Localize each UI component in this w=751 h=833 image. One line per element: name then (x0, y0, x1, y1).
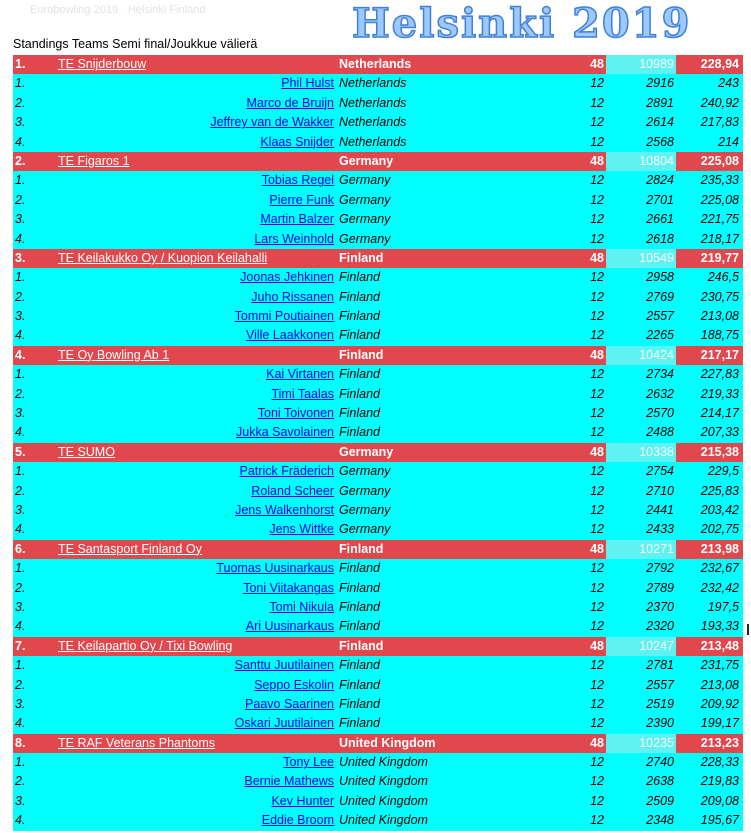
player-pins: 2734 (646, 367, 674, 382)
player-pins: 2824 (646, 173, 674, 188)
player-average: 209,08 (700, 793, 739, 808)
event-logo: Helsinki 2019 (352, 0, 692, 47)
player-name-link[interactable]: Jens Walkenhorst (235, 502, 334, 517)
player-row (13, 676, 743, 695)
team-row (13, 443, 743, 462)
player-average: 232,42 (700, 580, 739, 595)
player-games: 12 (590, 328, 604, 343)
player-average: 240,92 (700, 95, 739, 110)
team-rank: 6. (15, 541, 26, 556)
player-average: 213,08 (700, 677, 739, 692)
player-rank: 1. (15, 367, 26, 382)
player-average: 225,83 (700, 483, 739, 498)
player-name-link[interactable]: Lars Weinhold (254, 231, 334, 246)
team-row (13, 152, 743, 171)
player-games: 12 (590, 813, 604, 828)
player-name-link[interactable]: Seppo Eskolin (254, 677, 334, 692)
player-rank: 1. (15, 76, 26, 91)
player-pins: 2348 (646, 813, 674, 828)
player-average: 231,75 (700, 658, 739, 673)
player-average: 197,5 (707, 599, 739, 614)
player-name-link[interactable]: Tommi Poutiainen (234, 309, 334, 324)
player-country: Finland (339, 716, 380, 731)
player-average: 209,92 (700, 696, 739, 711)
team-pins: 10424 (639, 347, 674, 362)
player-country: Finland (339, 328, 380, 343)
player-row (13, 695, 743, 714)
player-country: Netherlands (339, 134, 407, 149)
team-games: 48 (590, 638, 604, 653)
player-name-link[interactable]: Jukka Savolainen (236, 425, 334, 440)
player-name-link[interactable]: Eddie Broom (261, 813, 334, 828)
player-row (13, 210, 743, 229)
player-games: 12 (590, 599, 604, 614)
scroll-edge-marker (747, 624, 749, 635)
player-pins: 2740 (646, 755, 674, 770)
page-title: Standings Teams Semi final/Joukkue välierä (13, 37, 258, 51)
team-games: 48 (590, 153, 604, 168)
team-games: 48 (590, 444, 604, 459)
player-row (13, 501, 743, 520)
player-country: Finland (339, 289, 380, 304)
player-average: 225,08 (700, 192, 739, 207)
player-pins: 2519 (646, 696, 674, 711)
player-average: 218,17 (700, 231, 739, 246)
player-row (13, 113, 743, 132)
team-country: Finland (339, 250, 384, 265)
team-country: Finland (339, 638, 384, 653)
player-name-link[interactable]: Tobias Regel (261, 173, 334, 188)
player-rank: 1. (15, 755, 26, 770)
player-country: Finland (339, 658, 380, 673)
player-games: 12 (590, 755, 604, 770)
team-games: 48 (590, 541, 604, 556)
player-row (13, 559, 743, 578)
player-games: 12 (590, 231, 604, 246)
player-name-link[interactable]: Tony Lee (283, 755, 334, 770)
player-pins: 2433 (646, 522, 674, 537)
player-row (13, 74, 743, 93)
player-rank: 1. (15, 173, 26, 188)
player-average: 230,75 (700, 289, 739, 304)
player-name-link[interactable]: Pierre Funk (269, 192, 334, 207)
player-rank: 3. (15, 115, 26, 130)
player-country: Netherlands (339, 76, 407, 91)
player-games: 12 (590, 502, 604, 517)
player-row (13, 772, 743, 791)
player-row (13, 326, 743, 345)
player-rank: 2. (15, 192, 26, 207)
player-row (13, 191, 743, 210)
player-average: 203,42 (700, 502, 739, 517)
player-games: 12 (590, 76, 604, 91)
player-games: 12 (590, 793, 604, 808)
player-country: Finland (339, 677, 380, 692)
player-average: 193,33 (700, 619, 739, 634)
player-row (13, 811, 743, 830)
player-rank: 2. (15, 677, 26, 692)
player-average: 232,67 (700, 561, 739, 576)
player-name-link[interactable]: Marco de Bruijn (246, 95, 334, 110)
team-pins: 10235 (639, 735, 674, 750)
player-games: 12 (590, 522, 604, 537)
player-name-link[interactable]: Juho Rissanen (251, 289, 334, 304)
player-games: 12 (590, 192, 604, 207)
player-name-link[interactable]: Joonas Jehkinen (240, 270, 334, 285)
player-row (13, 385, 743, 404)
player-country: Netherlands (339, 115, 407, 130)
player-name-link[interactable]: Jens Wittke (269, 522, 334, 537)
player-rank: 3. (15, 696, 26, 711)
player-pins: 2661 (646, 212, 674, 227)
player-row (13, 288, 743, 307)
player-average: 214,17 (700, 406, 739, 421)
player-row (13, 230, 743, 249)
player-rank: 4. (15, 522, 26, 537)
player-rank: 1. (15, 270, 26, 285)
player-name-link[interactable]: Klaas Snijder (260, 134, 334, 149)
player-name-link[interactable]: Kev Hunter (271, 793, 334, 808)
team-average: 215,38 (700, 444, 739, 459)
team-row (13, 540, 743, 559)
player-rank: 2. (15, 95, 26, 110)
player-rank: 3. (15, 406, 26, 421)
player-average: 219,83 (700, 774, 739, 789)
player-pins: 2701 (646, 192, 674, 207)
player-pins: 2370 (646, 599, 674, 614)
player-country: United Kingdom (339, 793, 428, 808)
player-country: United Kingdom (339, 813, 428, 828)
player-games: 12 (590, 173, 604, 188)
player-games: 12 (590, 696, 604, 711)
player-games: 12 (590, 483, 604, 498)
player-rank: 4. (15, 134, 26, 149)
team-rank: 5. (15, 444, 26, 459)
player-country: Finland (339, 580, 380, 595)
player-name-link[interactable]: Bernie Mathews (244, 774, 334, 789)
player-average: 219,33 (700, 386, 739, 401)
team-pins: 10338 (639, 444, 674, 459)
player-pins: 2710 (646, 483, 674, 498)
team-games: 48 (590, 347, 604, 362)
player-average: 221,75 (700, 212, 739, 227)
player-row (13, 579, 743, 598)
player-games: 12 (590, 716, 604, 731)
player-name-link[interactable]: Toni Viitakangas (243, 580, 334, 595)
player-games: 12 (590, 289, 604, 304)
team-average: 225,08 (700, 153, 739, 168)
faint-header-text: Eurobowling 2019 · Helsinki Finland (30, 4, 206, 16)
player-pins: 2792 (646, 561, 674, 576)
player-name-link[interactable]: Santtu Juutilainen (234, 658, 334, 673)
team-name-link[interactable]: TE SUMO (58, 444, 115, 459)
player-name-link[interactable]: Kai Virtanen (266, 367, 334, 382)
player-games: 12 (590, 561, 604, 576)
player-country: Finland (339, 309, 380, 324)
player-country: Germany (339, 483, 391, 498)
team-name-link[interactable]: TE RAF Veterans Phantoms (58, 735, 216, 750)
player-games: 12 (590, 309, 604, 324)
team-rank: 3. (15, 250, 26, 265)
team-games: 48 (590, 57, 604, 71)
player-pins: 2638 (646, 774, 674, 789)
player-country: Finland (339, 270, 380, 285)
player-country: Finland (339, 561, 380, 576)
player-row (13, 171, 743, 190)
team-average: 228,94 (700, 57, 739, 71)
player-country: Germany (339, 212, 391, 227)
player-games: 12 (590, 677, 604, 692)
player-rank: 3. (15, 212, 26, 227)
player-games: 12 (590, 658, 604, 673)
team-name-link[interactable]: TE Keilapartio Oy / Tixi Bowling (58, 638, 233, 653)
player-games: 12 (590, 425, 604, 440)
player-name-link[interactable]: Patrick Fräderich (239, 464, 334, 479)
team-row (13, 55, 743, 74)
team-row (13, 346, 743, 365)
player-pins: 2781 (646, 658, 674, 673)
player-games: 12 (590, 464, 604, 479)
team-games: 48 (590, 735, 604, 750)
player-rank: 4. (15, 425, 26, 440)
player-games: 12 (590, 367, 604, 382)
player-games: 12 (590, 406, 604, 421)
player-row (13, 423, 743, 442)
player-row (13, 520, 743, 539)
player-row (13, 792, 743, 811)
player-pins: 2754 (646, 464, 674, 479)
player-row (13, 365, 743, 384)
player-pins: 2509 (646, 793, 674, 808)
player-average: 227,83 (700, 367, 739, 382)
player-games: 12 (590, 95, 604, 110)
player-country: Finland (339, 619, 380, 634)
player-rank: 4. (15, 328, 26, 343)
player-country: Germany (339, 192, 391, 207)
player-country: Netherlands (339, 95, 407, 110)
team-row (13, 734, 743, 753)
player-name-link[interactable]: Jeffrey van de Wakker (210, 115, 334, 130)
player-rank: 3. (15, 599, 26, 614)
player-country: Finland (339, 599, 380, 614)
player-average: 214 (718, 134, 739, 149)
player-rank: 3. (15, 502, 26, 517)
team-name-link[interactable]: TE Santasport Finland Oy (58, 541, 202, 556)
player-country: Germany (339, 502, 391, 517)
player-country: Finland (339, 425, 380, 440)
player-row (13, 753, 743, 772)
team-country: Germany (339, 444, 394, 459)
player-row (13, 404, 743, 423)
team-country: Finland (339, 347, 384, 362)
player-name-link[interactable]: Tuomas Uusinarkaus (216, 561, 334, 576)
player-name-link[interactable]: Toni Toivonen (257, 406, 334, 421)
player-pins: 2618 (646, 231, 674, 246)
team-average: 213,23 (700, 735, 739, 750)
player-name-link[interactable]: Martin Balzer (260, 212, 334, 227)
team-average: 213,98 (700, 541, 739, 556)
team-name-link[interactable]: TE Keilakukko Oy / Kuopion Keilahalli (58, 250, 268, 265)
team-average: 219,77 (700, 250, 739, 265)
team-pins: 10271 (639, 541, 674, 556)
player-average: 228,33 (700, 755, 739, 770)
player-pins: 2916 (646, 76, 674, 91)
player-games: 12 (590, 619, 604, 634)
team-pins: 10989 (639, 57, 674, 71)
player-average: 202,75 (700, 522, 739, 537)
team-country: Finland (339, 541, 384, 556)
player-rank: 2. (15, 483, 26, 498)
player-rank: 1. (15, 561, 26, 576)
player-name-link[interactable]: Oskari Juutilainen (234, 716, 334, 731)
player-pins: 2769 (646, 289, 674, 304)
player-row (13, 307, 743, 326)
player-average: 199,17 (700, 716, 739, 731)
player-average: 243 (718, 76, 739, 91)
team-pins: 10247 (639, 638, 674, 653)
player-average: 235,33 (700, 173, 739, 188)
player-average: 188,75 (700, 328, 739, 343)
player-pins: 2958 (646, 270, 674, 285)
team-pins: 10804 (639, 153, 674, 168)
team-rank: 2. (15, 153, 26, 168)
player-row (13, 133, 743, 152)
player-row (13, 656, 743, 675)
team-name-link[interactable]: TE Figaros 1 (58, 153, 130, 168)
player-pins: 2614 (646, 115, 674, 130)
player-rank: 4. (15, 231, 26, 246)
player-pins: 2557 (646, 677, 674, 692)
player-country: United Kingdom (339, 774, 428, 789)
player-country: Germany (339, 231, 391, 246)
team-country: United Kingdom (339, 735, 436, 750)
player-row (13, 598, 743, 617)
team-name-link[interactable]: TE Snijderbouw (58, 57, 147, 71)
player-games: 12 (590, 134, 604, 149)
player-pins: 2390 (646, 716, 674, 731)
player-average: 246,5 (707, 270, 739, 285)
player-pins: 2789 (646, 580, 674, 595)
team-country: Netherlands (339, 57, 412, 71)
player-country: Germany (339, 464, 391, 479)
player-games: 12 (590, 580, 604, 595)
player-average: 213,08 (700, 309, 739, 324)
team-rank: 4. (15, 347, 26, 362)
player-country: Finland (339, 367, 380, 382)
team-average: 213,48 (700, 638, 739, 653)
player-row (13, 714, 743, 733)
player-pins: 2891 (646, 95, 674, 110)
player-rank: 2. (15, 774, 26, 789)
player-name-link[interactable]: Timi Taalas (271, 386, 334, 401)
player-name-link[interactable]: Ari Uusinarkaus (245, 619, 334, 634)
player-rank: 2. (15, 289, 26, 304)
player-name-link[interactable]: Phil Hulst (281, 76, 334, 91)
player-rank: 1. (15, 464, 26, 479)
team-rank: 1. (15, 57, 26, 71)
player-pins: 2632 (646, 386, 674, 401)
player-pins: 2570 (646, 406, 674, 421)
player-games: 12 (590, 774, 604, 789)
player-rank: 1. (15, 658, 26, 673)
team-rank: 7. (15, 638, 26, 653)
player-name-link[interactable]: Ville Laakkonen (245, 328, 334, 343)
player-games: 12 (590, 115, 604, 130)
player-country: Finland (339, 696, 380, 711)
player-rank: 4. (15, 813, 26, 828)
team-pins: 10549 (639, 250, 674, 265)
team-games: 48 (590, 250, 604, 265)
standings-table (13, 55, 743, 831)
player-row (13, 617, 743, 636)
player-rank: 4. (15, 619, 26, 634)
player-rank: 4. (15, 716, 26, 731)
player-row (13, 462, 743, 481)
player-country: Germany (339, 173, 391, 188)
player-row (13, 482, 743, 501)
player-average: 229,5 (707, 464, 739, 479)
player-name-link[interactable]: Roland Scheer (251, 483, 334, 498)
team-row (13, 637, 743, 656)
team-rank: 8. (15, 735, 26, 750)
player-pins: 2568 (646, 134, 674, 149)
player-average: 217,83 (700, 115, 739, 130)
player-games: 12 (590, 212, 604, 227)
player-rank: 2. (15, 386, 26, 401)
player-name-link[interactable]: Paavo Saarinen (245, 696, 334, 711)
player-country: Finland (339, 386, 380, 401)
player-name-link[interactable]: Tomi Nikula (269, 599, 334, 614)
player-pins: 2488 (646, 425, 674, 440)
player-row (13, 94, 743, 113)
player-country: Finland (339, 406, 380, 421)
team-name-link[interactable]: TE Oy Bowling Ab 1 (58, 347, 170, 362)
player-games: 12 (590, 270, 604, 285)
player-pins: 2320 (646, 619, 674, 634)
player-games: 12 (590, 386, 604, 401)
player-country: United Kingdom (339, 755, 428, 770)
player-average: 195,67 (700, 813, 739, 828)
player-row (13, 268, 743, 287)
player-pins: 2265 (646, 328, 674, 343)
team-row (13, 249, 743, 268)
player-rank: 3. (15, 309, 26, 324)
team-country: Germany (339, 153, 394, 168)
player-pins: 2441 (646, 502, 674, 517)
player-average: 207,33 (700, 425, 739, 440)
player-country: Germany (339, 522, 391, 537)
player-pins: 2557 (646, 309, 674, 324)
player-rank: 3. (15, 793, 26, 808)
player-rank: 2. (15, 580, 26, 595)
team-average: 217,17 (700, 347, 739, 362)
